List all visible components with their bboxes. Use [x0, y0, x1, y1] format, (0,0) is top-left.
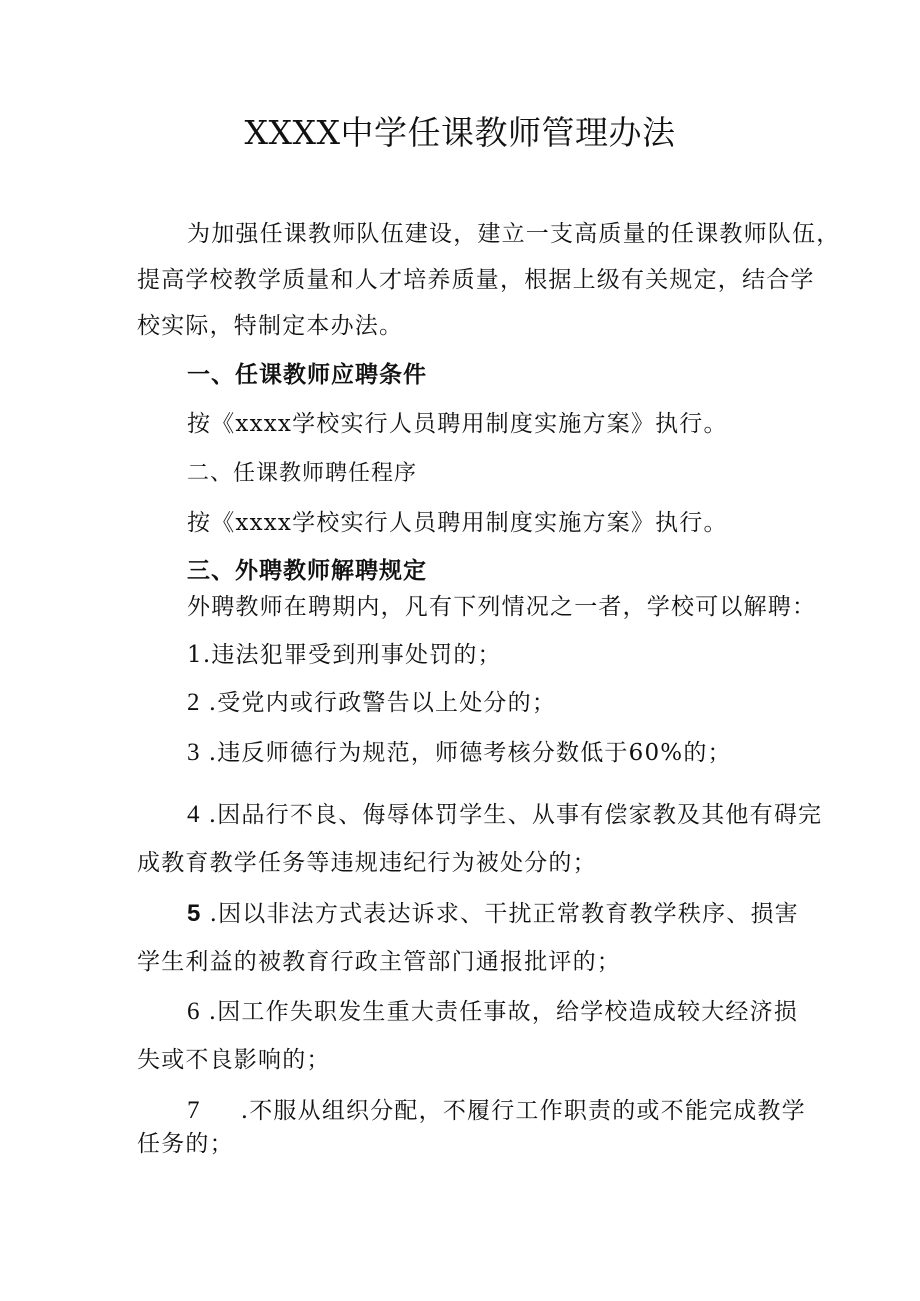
list-item-number: 2 [187, 689, 201, 716]
section-2-heading: 二、任课教师聘任程序 [187, 461, 418, 486]
list-item-text: .因品行不良、侮辱体罚学生、从事有偿家教及其他有碍完 [208, 802, 823, 828]
list-item-number: 7 [187, 1097, 201, 1124]
list-item-text: .不服从组织分配，不履行工作职责的或不能完成教学 [240, 1098, 806, 1124]
section-1-heading: 一、任课教师应聘条件 [187, 362, 427, 388]
intro-line-3: 校实际，特制定本办法。 [137, 313, 404, 339]
list-item-6 [187, 997, 798, 1027]
list-item-4 [187, 800, 822, 830]
intro-line-1: 为加强任课教师队伍建设，建立一支高质量的任课教师队伍， [187, 221, 841, 247]
intro-line-2: 提高学校教学质量和人才培养质量，根据上级有关规定，结合学 [137, 267, 815, 293]
list-item-7-continued: 任务的； [137, 1131, 234, 1157]
list-item-6-continued: 失或不良影响的； [137, 1047, 331, 1073]
section-2-body: 按《xxxx学校实行人员聘用制度实施方案》执行。 [187, 510, 728, 536]
document-title: XXXX中学任课教师管理办法 [244, 113, 676, 152]
list-item-number: 6 [187, 998, 201, 1025]
list-item-number: 3 [187, 739, 201, 766]
list-item-number: 4 [187, 801, 201, 828]
list-item-5 [187, 899, 799, 929]
section-1-body: 按《xxxx学校实行人员聘用制度实施方案》执行。 [187, 411, 728, 437]
list-item-text: .受党内或行政警告以上处分的； [208, 690, 557, 716]
list-item-5-continued: 学生利益的被教育行政主管部门通报批评的； [137, 949, 621, 975]
list-item-7 [187, 1096, 806, 1126]
list-item-4-continued: 成教育教学任务等违规违纪行为被处分的； [137, 850, 597, 876]
list-item-text: 违法犯罪受到刑事处罚的； [211, 642, 502, 668]
list-item-text: .因工作失职发生重大责任事故，给学校造成较大经济损 [208, 999, 799, 1025]
list-item-3 [187, 738, 732, 768]
section-3-heading: 三、外聘教师解聘规定 [187, 558, 427, 584]
list-item-number: 5 [187, 900, 202, 927]
list-item-text: .因以非法方式表达诉求、干扰正常教育教学秩序、损害 [209, 901, 799, 927]
list-item-number: 1. [187, 642, 212, 668]
list-item-1 [187, 640, 502, 670]
section-3-lead: 外聘教师在聘期内，凡有下列情况之一者，学校可以解聘： [187, 594, 817, 620]
list-item-2 [187, 688, 556, 718]
list-item-text: .违反师德行为规范，师德考核分数低于60%的； [208, 740, 732, 766]
